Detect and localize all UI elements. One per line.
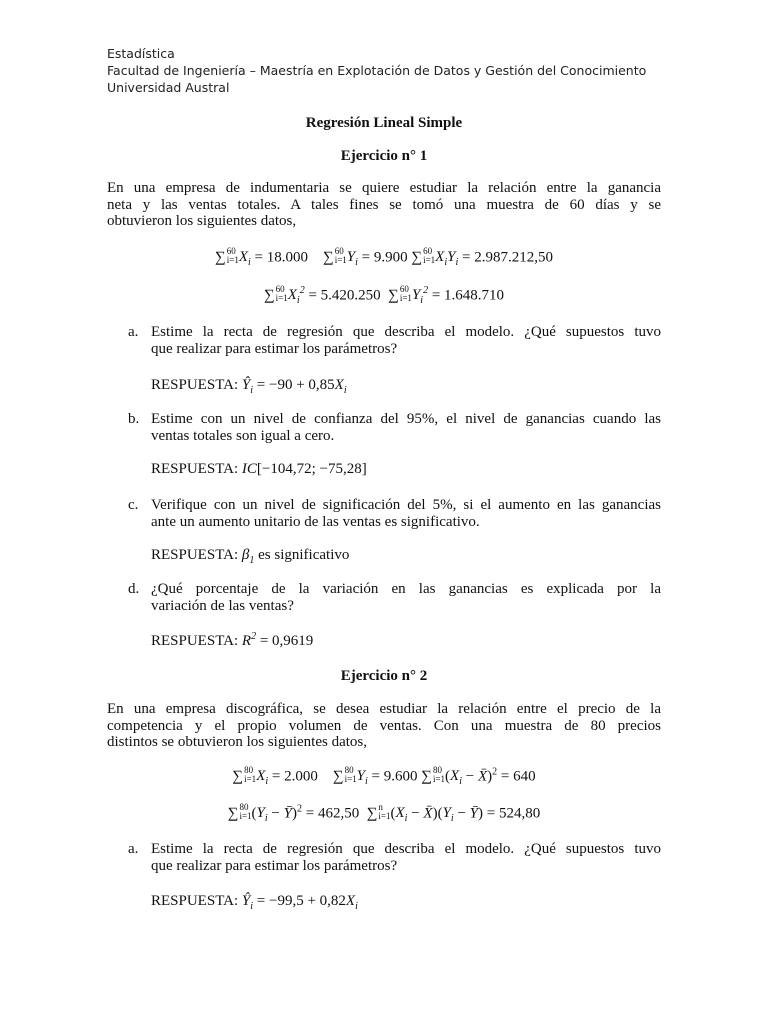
- intro-line: competencia y el propio volumen de ventas. Con una muestra de 80 precios: [107, 717, 661, 734]
- exercise-1-answer-c: RESPUESTA: $\beta_1$ es significativo: [151, 547, 350, 566]
- exercise-1-answer-a: RESPUESTA: $Ŷ_i = -90 + 0,85X_i$: [151, 377, 347, 396]
- sum-limits: 60 i=1: [275, 284, 288, 303]
- item-letter: a.: [128, 324, 139, 340]
- document-header: [107, 45, 646, 96]
- header-course: Estadística: [107, 46, 175, 61]
- sum-dev2-value: = 640: [500, 768, 536, 785]
- sum-limits: 60 i=1: [399, 284, 412, 303]
- sum-y-value: = 9.900: [361, 249, 408, 266]
- exercise-2-formula-2: ∑ 80 i=1 ($Y_i$ − Ȳ)$^2$ = 462,50 ∑ n i=1 ($X_i$ − $X̄)(Y_i$ − Ȳ) = 524,80: [227, 802, 541, 825]
- sum-limits: 60 i=1: [334, 246, 347, 265]
- intro-line: distintos se obtuvieron los siguientes datos,: [107, 734, 367, 751]
- exercise-1-formula-2: ∑ 60 i=1 $X_i^2 = 5.420.250$ ∑ 60 i=1 $Y_i^2 = 1.648.710$: [263, 284, 505, 307]
- item-letter: a.: [128, 841, 139, 857]
- header-faculty: Facultad de Ingeniería – Maestría en Explotación de Datos y Gestión del Conocimiento: [107, 63, 647, 78]
- exercise-1-item-c: c. Verifique con un nivel de significación del 5%, si el aumento en las ganancias ante un aumento unitario de las ventas es significativo.: [128, 497, 661, 530]
- exercise-1-item-d: d. ¿Qué porcentaje de la variación en las ganancias es explicada por la variación de las ventas?: [128, 581, 661, 614]
- document-title: Regresión Lineal Simple: [305, 115, 463, 131]
- exercise-1-intro: [107, 180, 661, 230]
- sum-limits: 60 i=1: [226, 246, 239, 265]
- item-letter: d.: [128, 581, 140, 597]
- item-letter: b.: [128, 411, 140, 427]
- sum-limits: n i=1: [378, 802, 391, 821]
- sum-x-value: = 18.000: [254, 249, 308, 266]
- sum-devy2-value: = 462,50: [305, 805, 360, 822]
- exercise-1-answer-b: RESPUESTA: IC[−104,72; −75,28]: [151, 461, 367, 477]
- sum-y-value: = 9.600: [371, 768, 418, 785]
- exercise-1-item-a: a. Estime la recta de regresión que describa el modelo. ¿Qué supuestos tuvo que realizar para estimar los parámetros?: [128, 324, 661, 357]
- exercise-1-answer-d: RESPUESTA: $R^2 = 0,9619$: [151, 631, 314, 649]
- exercise-1-item-b: b. Estime con un nivel de confianza del 95%, el nivel de ganancias cuando las ventas totales son igual a cero.: [128, 411, 661, 444]
- sum-limits: 80 i=1: [344, 765, 357, 784]
- sum-limits: 80 i=1: [432, 765, 446, 784]
- exercise-1-title: Ejercicio n° 1: [340, 148, 428, 164]
- sum-y2-value: = 1.648.710: [431, 287, 505, 304]
- exercise-2-item-a: a. Estime la recta de regresión que describa el modelo. ¿Qué supuestos tuvo que realizar para estimar los parámetros?: [128, 841, 661, 874]
- sum-xy-value: = 2.987.212,50: [461, 249, 553, 266]
- header-university: Universidad Austral: [107, 80, 230, 95]
- exercise-2-title: Ejercicio n° 2: [340, 668, 428, 684]
- sum-x2-value: = 5.420.250: [308, 287, 381, 304]
- sum-cross-value: = 524,80: [486, 805, 541, 822]
- intro-line: En una empresa discográfica, se desea estudiar la relación entre el precio de la: [107, 701, 661, 717]
- exercise-2-answer-a: RESPUESTA: $Ŷ_i = -99,5 + 0,82X_i$: [151, 893, 358, 912]
- sum-limits: 80 i=1: [244, 765, 257, 784]
- exercise-2-formula-1: ∑ 80 i=1 $X_i = 2.000$ ∑ 80 i=1 $Y_i = 9.600$ ∑ 80 i=1 ($X_i$ − X̄)$^2$ = 640: [232, 765, 536, 788]
- intro-line: neta y las ventas totales. A tales fines se tomó una muestra de 60 días y se: [107, 196, 661, 213]
- intro-line: obtuvieron los siguientes datos,: [107, 213, 297, 230]
- sum-limits: 60 i=1: [423, 246, 436, 265]
- exercise-1-formula-1: ∑ 60 i=1 $X_i = 18.000$ ∑ 60 i=1 $Y_i = 9.900$ ∑ 60 i=1 $X_iY_i = 2.987.212,50$: [215, 246, 553, 269]
- sum-x-value: = 2.000: [271, 768, 318, 785]
- exercise-2-intro: [107, 701, 661, 751]
- intro-line: En una empresa de indumentaria se quiere estudiar la relación entre la ganancia: [107, 180, 661, 196]
- item-letter: c.: [128, 497, 139, 513]
- sum-limits: 80 i=1: [239, 802, 252, 821]
